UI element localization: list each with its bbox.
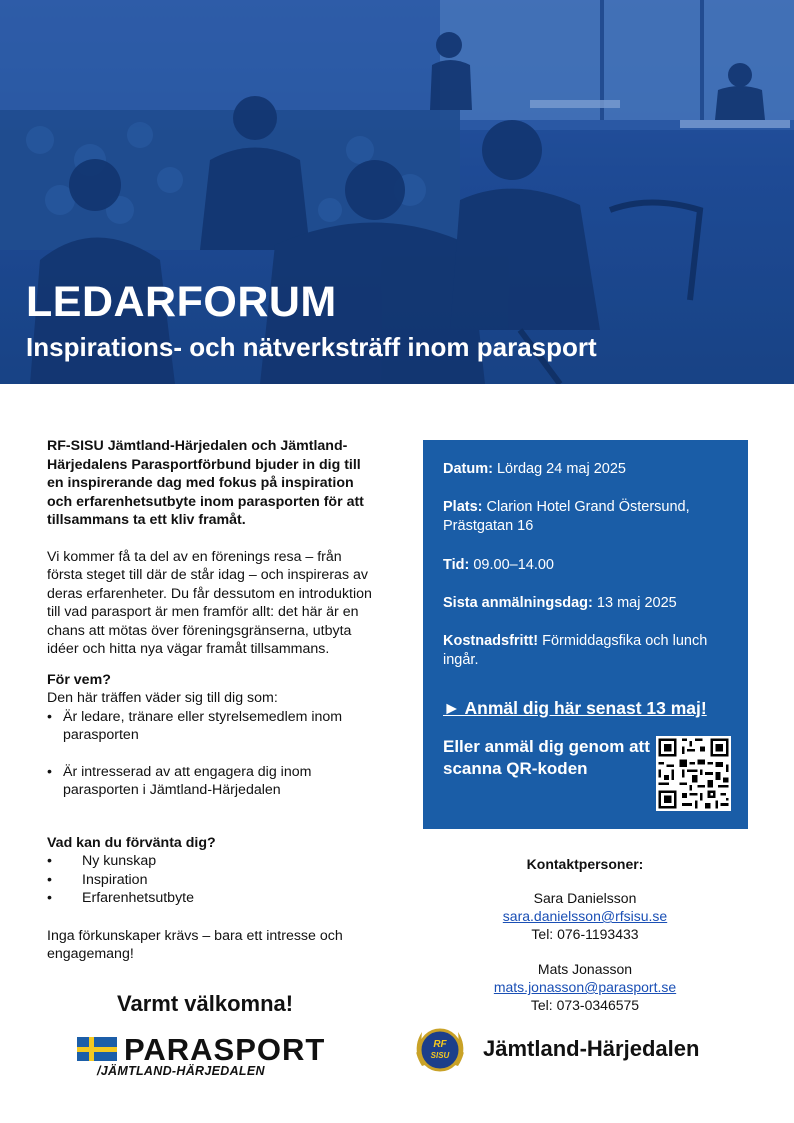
deadline-value: 13 maj 2025 [596, 595, 677, 611]
list-item: • Är intresserad av att engagera dig inom parasporten i Jämtland-Härjedalen [47, 763, 373, 800]
list-item: • Erfarenhetsutbyte [47, 889, 373, 908]
place-label: Plats: [443, 499, 483, 515]
swedish-flag-icon [77, 1037, 117, 1061]
contact-email-link[interactable]: mats.jonasson@parasport.se [493, 979, 677, 995]
event-info-box [423, 440, 748, 829]
for-whom-lead: Den här träffen väder sig till dig som: [47, 690, 278, 706]
time-row [443, 556, 735, 575]
left-column [47, 437, 373, 964]
svg-text:RF: RF [433, 1039, 447, 1050]
rf-sisu-emblem-icon [408, 1018, 472, 1082]
date-label: Datum: [443, 461, 493, 477]
signup-link[interactable]: ► Anmäl dig här senast 13 maj! [443, 698, 707, 718]
hero-banner [0, 0, 794, 384]
for-whom-list [47, 708, 373, 800]
expect-list [47, 852, 373, 908]
welcome-text: Varmt välkomna! [117, 991, 294, 1016]
date-row [443, 460, 735, 479]
deadline-row [443, 594, 735, 613]
date-value: Lördag 24 maj 2025 [496, 461, 626, 477]
qr-code-icon[interactable] [656, 736, 731, 811]
cost-label: Kostnadsfritt! [443, 633, 539, 649]
parasport-logo [77, 1032, 326, 1080]
contact-name: Mats Jonasson [537, 961, 633, 977]
time-label: Tid: [443, 557, 470, 573]
rf-sisu-region-name: Jämtland-Härjedalen [483, 1036, 700, 1061]
contacts [480, 855, 690, 1014]
deadline-label: Sista anmälningsdag: [443, 595, 593, 611]
prereq-text: Inga förkunskaper krävs – bara ett intresse och engagemang! [47, 927, 343, 962]
contacts-heading: Kontaktpersoner: [526, 856, 644, 872]
page-subtitle: Inspirations- och nätverksträff inom parasport [26, 332, 597, 362]
time-value: 09.00–14.00 [473, 557, 554, 573]
list-item: • Är ledare, tränare eller styrelsemedlem inom parasporten [47, 708, 373, 745]
contact-phone: Tel: 073-0346575 [530, 997, 640, 1013]
parasport-logo-region: /JÄMTLAND-HÄRJEDALEN [97, 1064, 265, 1078]
expect-heading: Vad kan du förvänta dig? [47, 834, 216, 851]
place-value: Clarion Hotel Grand Östersund, Prästgatan 16 [443, 499, 690, 534]
contact-phone: Tel: 076-1193433 [531, 926, 639, 942]
place-row [443, 498, 735, 536]
page-title: LEDARFORUM [26, 278, 337, 326]
for-whom-heading: För vem? [47, 671, 111, 688]
cost-row [443, 632, 735, 670]
cost-value: Förmiddagsfika och lunch ingår. [443, 633, 708, 668]
intro-paragraph: RF-SISU Jämtland-Härjedalen och Jämtland-Härjedalens Parasportförbund bjuder in dig till en inspirerande dag med fokus på inspiration och erfarenhetsutbyte inom parasporten för att tillsammans ta ett kliv framåt. [47, 438, 364, 528]
qr-instruction: Eller anmäl dig genom att scanna QR-koden [443, 737, 650, 778]
parasport-logo-name: PARASPORT [124, 1032, 326, 1067]
contact-name: Sara Danielsson [533, 890, 637, 906]
svg-text:SISU: SISU [430, 1051, 450, 1060]
list-item: • Ny kunskap [47, 852, 373, 871]
contact-email-link[interactable]: sara.danielsson@rfsisu.se [502, 908, 668, 924]
rf-sisu-logo [408, 1016, 738, 1084]
list-item: • Inspiration [47, 871, 373, 890]
body-paragraph: Vi kommer få ta del av en förenings resa – från första steget till där de står idag – och inspireras av deras erfarenheter. Du får dessutom en introduktion till vad parasport är men framför allt: det här är en chans att mötas över föreningsgränserna, utbyta idéer och hitta nya vägar framåt tillsammans. [47, 548, 372, 657]
